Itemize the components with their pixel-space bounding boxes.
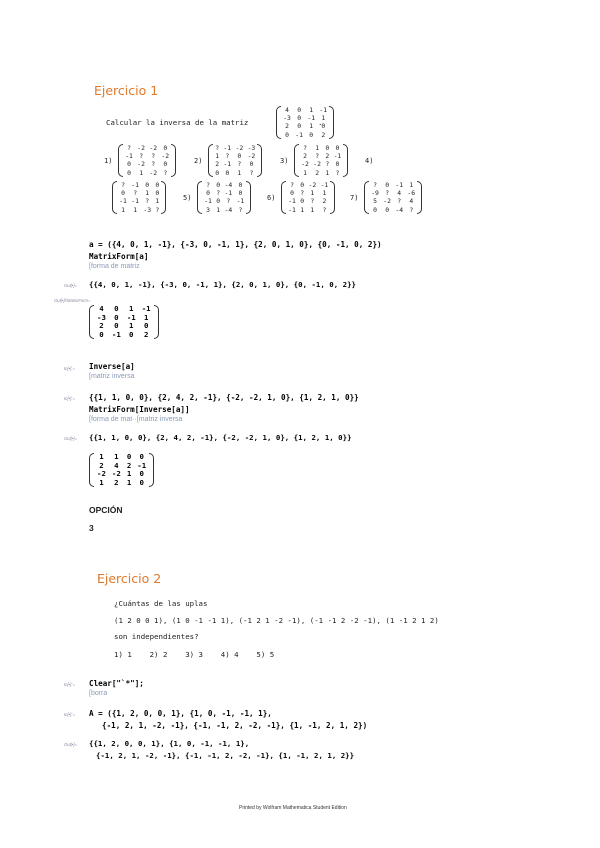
matrix-cell: ? (335, 168, 340, 177)
matrix-cell: 0 (139, 469, 144, 479)
matrix-cell: ? (385, 189, 390, 198)
matrix-cell: ? (303, 144, 307, 152)
matrix-cell: 1 (99, 452, 104, 461)
matrix-table (94, 453, 149, 487)
matrix-cell: ? (127, 144, 131, 152)
input-matrixform-inverse[interactable]: MatrixForm[Inverse[a]] (89, 405, 190, 414)
matrix-cell: 1 (114, 452, 119, 461)
matrix-cell: 0 (206, 189, 210, 198)
matrix-cell: -1 (395, 181, 404, 189)
matrix-cell: 1 (300, 205, 305, 214)
footer-print-note: Printed by Wolfram Mathematica Student Edition (239, 805, 347, 811)
matrix-cell: ? (249, 168, 254, 177)
matrix-cell: -1 (131, 197, 139, 206)
matrix-row (213, 152, 257, 160)
matrix-cell: 0 (335, 160, 340, 169)
matrix-cell: 1 (129, 321, 134, 331)
matrix-cell: 0 (127, 168, 131, 177)
matrix-cell: 1 (145, 189, 150, 198)
matrix-cell: ? (121, 181, 125, 189)
matrix-cell: -4 (395, 205, 404, 214)
option-3-label: 3) (280, 157, 289, 165)
matrix-cell: -1 (141, 304, 151, 313)
autocomplete-hint: [borra (89, 690, 108, 697)
ex2-question: ¿Cuántas de las uplas (114, 599, 208, 608)
matrix-cell: 0 (385, 181, 390, 189)
option-5-matrix (197, 181, 251, 214)
answer-value: 3 (89, 523, 94, 533)
matrix-cell: -2 (111, 469, 121, 479)
matrix-row (123, 169, 171, 177)
matrix-cell: 1 (143, 312, 149, 322)
option-5-label: 5) (183, 194, 192, 202)
input-define-a[interactable]: a = ({4, 0, 1, -1}, {-3, 0, -1, 1}, {2, 0, 1, 0}, {0, -1, 0, 2}) (89, 240, 382, 249)
matrix-cell: ? (315, 152, 320, 161)
output-inverse-matrix (89, 453, 154, 487)
input-inverse-result[interactable]: {{1, 1, 0, 0}, {2, 4, 2, -1}, {-2, -2, 1, 0}, {1, 2, 1, 0}} (89, 393, 359, 402)
input-inverse[interactable]: Inverse[a] (89, 362, 135, 371)
matrix-row (281, 106, 329, 114)
ex1-matrix (276, 106, 334, 139)
matrix-cell: 0 (155, 181, 160, 189)
matrix-cell: -2 (137, 160, 145, 169)
out-label: Out[•]= (64, 436, 77, 441)
output-matrix-a (89, 305, 159, 339)
matrix-row (117, 197, 161, 205)
matrix-cell: -1 (223, 144, 232, 152)
matrix-row (369, 189, 417, 197)
matrix-cell: 2 (126, 460, 132, 470)
matrix-cell: -1 (125, 152, 133, 161)
matrix-row (299, 144, 343, 152)
matrix-cell: -2 (149, 168, 158, 177)
matrix-cell: 2 (99, 460, 104, 470)
matrix-cell: 1 (237, 168, 242, 177)
in-label: In[•]:= (64, 682, 75, 687)
matrix-cell: 2 (114, 477, 119, 487)
matrix-cell: 0 (139, 477, 144, 487)
matrix-cell: 1 (155, 197, 160, 206)
matrix-cell: 1 (315, 144, 320, 152)
matrix-cell: ? (226, 197, 231, 206)
matrix-cell: 0 (114, 321, 119, 331)
matrix-cell: 1 (409, 181, 414, 189)
matrix-cell: ? (139, 152, 144, 161)
matrix-cell: 0 (163, 160, 168, 169)
matrix-cell: 1 (322, 189, 327, 198)
matrix-cell: -1 (295, 130, 303, 139)
matrix-row (281, 131, 329, 139)
matrix-row (286, 206, 330, 214)
matrix-table (202, 181, 246, 214)
matrix-cell: ? (237, 160, 242, 169)
matrix-cell: -2 (247, 152, 256, 161)
matrix-cell: ? (133, 189, 138, 198)
ex2-question-end: son independientes? (114, 632, 199, 641)
option-2-matrix (208, 144, 262, 177)
matrix-cell: 0 (216, 197, 221, 206)
matrix-cell: 1 (321, 114, 326, 123)
matrix-cell: -1 (333, 152, 342, 161)
matrix-cell: 2 (325, 152, 330, 161)
matrix-cell: ? (238, 205, 243, 214)
matrix-cell: -2 (313, 160, 321, 169)
matrix-cell: -1 (204, 197, 212, 206)
exercise-2-title: Ejercicio 2 (97, 571, 162, 586)
matrix-cell: 4 (114, 460, 119, 470)
matrix-cell: 0 (300, 181, 305, 189)
matrix-cell: 1 (133, 205, 138, 214)
option-6-matrix (281, 181, 335, 214)
matrix-cell: -3 (143, 205, 152, 214)
matrix-row (202, 206, 246, 214)
matrix-row (369, 206, 417, 214)
matrix-cell: 1 (325, 168, 330, 177)
matrix-cell: 0 (237, 152, 242, 161)
matrix-row (123, 160, 171, 168)
option-3-matrix (294, 144, 348, 177)
matrix-cell: 0 (99, 329, 104, 339)
matrix-row (117, 206, 161, 214)
matrix-row (286, 181, 330, 189)
option-1-label: 1) (104, 157, 113, 165)
matrix-cell: 1 (121, 205, 125, 214)
matrix-cell: ? (409, 205, 414, 214)
matrix-cell: -3 (247, 144, 256, 152)
matrix-cell: -2 (235, 144, 244, 152)
option-4-matrix (112, 181, 166, 214)
matrix-cell: 0 (216, 181, 221, 189)
matrix-row (94, 479, 149, 488)
option-1-matrix (118, 144, 176, 177)
output-list-a: {{4, 0, 1, -1}, {-3, 0, -1, 1}, {2, 0, 1, 0}, {0, -1, 0, 2}} (89, 280, 356, 289)
matrix-cell: 0 (297, 122, 302, 131)
matrix-cell: -4 (224, 205, 233, 214)
matrix-cell: -2 (301, 160, 309, 169)
matrix-row (213, 160, 257, 168)
matrix-cell: 0 (126, 452, 132, 461)
output-A-line1: {{1, 2, 0, 0, 1}, {1, 0, -1, -1, 1}, (89, 739, 250, 748)
matrix-table (286, 181, 330, 214)
matrix-cell: -1 (307, 114, 316, 123)
matrix-cell: 0 (114, 312, 119, 322)
matrix-cell: -1 (126, 312, 136, 322)
matrix-cell: 0 (143, 321, 149, 331)
in-label: In[•]:= (64, 366, 75, 371)
matrix-cell: 0 (285, 130, 289, 139)
matrix-row (369, 197, 417, 205)
matrix-cell: -1 (224, 189, 233, 198)
matrix-row (213, 169, 257, 177)
matrix-row (299, 152, 343, 160)
matrix-cell: -6 (407, 189, 416, 198)
matrix-cell: 0 (321, 122, 326, 131)
matrix-cell: ? (216, 189, 221, 198)
matrix-cell: ? (325, 160, 330, 169)
option-6-label: 6) (267, 194, 276, 202)
matrix-cell: 1 (310, 189, 315, 198)
matrix-cell: -2 (308, 181, 317, 189)
matrix-cell: -1 (236, 197, 245, 206)
matrix-cell: ? (310, 197, 315, 206)
matrix-cell: ? (397, 197, 402, 206)
matrix-cell: ? (373, 181, 377, 189)
matrix-cell: 0 (127, 160, 131, 169)
input-define-A-line1[interactable]: A = ({1, 2, 0, 0, 1}, {1, 0, -1, -1, 1}, (89, 709, 272, 718)
matrix-cell: 0 (225, 168, 230, 177)
matrix-cell: 0 (335, 144, 340, 152)
matrix-row (286, 197, 330, 205)
input-clear[interactable]: Clear["`*"]; (89, 679, 144, 688)
matrix-cell: 1 (126, 477, 132, 487)
matrix-cell: 0 (145, 181, 150, 189)
autocomplete-hint: [forma de matriz (89, 263, 140, 270)
matrix-table (94, 305, 154, 339)
matrix-cell: 2 (303, 152, 307, 161)
matrix-cell: 0 (325, 144, 330, 152)
ex1-prompt: Calcular la inversa de la matriz (106, 118, 249, 127)
matrix-row (94, 331, 154, 340)
answer-label: OPCIÓN (89, 505, 123, 515)
matrix-cell: 0 (238, 189, 243, 198)
matrix-cell: ? (290, 181, 294, 189)
matrix-cell: -2 (383, 197, 391, 206)
matrix-cell: 0 (155, 189, 160, 198)
matrix-cell: 2 (285, 122, 289, 131)
option-4-label: 4) (365, 157, 374, 165)
matrix-row (299, 160, 343, 168)
matrix-cell: 0 (300, 197, 305, 206)
matrix-cell: -3 (283, 114, 291, 123)
matrix-cell: ? (206, 181, 210, 189)
option-7-label: 7) (350, 194, 359, 202)
matrix-cell: -1 (131, 181, 139, 189)
matrix-cell: 5 (373, 197, 377, 206)
matrix-cell: ? (322, 205, 327, 214)
matrix-table (117, 181, 161, 214)
matrix-cell: 0 (373, 205, 377, 214)
matrix-cell: 0 (249, 160, 254, 169)
matrix-cell: 0 (297, 114, 302, 123)
matrix-cell: -1 (223, 160, 232, 169)
ex2-choices: 1) 1 2) 2 3) 3 4) 4 5) 5 (114, 650, 275, 659)
matrix-cell: ? (215, 144, 220, 152)
matrix-cell: 0 (290, 189, 294, 198)
matrix-row (299, 169, 343, 177)
autocomplete-hint: [forma de mat··[matriz inversa (89, 416, 183, 423)
matrix-cell: 4 (397, 189, 402, 198)
matrix-cell: 0 (129, 329, 134, 339)
matrix-cell: -2 (97, 469, 106, 479)
matrix-cell: -3 (97, 312, 106, 322)
matrix-cell: 0 (238, 181, 243, 189)
autocomplete-hint: [matriz inversa (89, 373, 135, 380)
matrix-cell: -4 (224, 181, 233, 189)
input-define-A-line2[interactable]: {-1, 2, 1, -2, -1}, {-1, -1, 2, -2, -1}, {1, -1, 2, 1, 2}) (102, 721, 368, 730)
matrix-row (286, 189, 330, 197)
matrix-cell: 0 (114, 304, 119, 313)
ex2-tuples: (1 2 0 0 1), (1 0 -1 -1 1), (-1 2 1 -2 -1), (-1 -1 2 -2 -1), (1 -1 2 1 2) (114, 616, 439, 625)
in-label: In[•]:= (64, 396, 75, 401)
matrix-row (117, 181, 161, 189)
matrix-row (202, 181, 246, 189)
matrix-cell: 0 (121, 189, 125, 198)
matrix-cell: 2 (215, 160, 220, 169)
matrix-cell: ? (225, 152, 230, 161)
matrix-cell: 1 (309, 106, 314, 114)
matrix-cell: -1 (288, 197, 296, 206)
matrix-cell: -1 (137, 460, 147, 470)
matrix-cell: ? (145, 197, 150, 206)
out-matrixform-label: Out[•]//MatrixForm= (54, 298, 91, 303)
matrix-cell: 0 (215, 168, 220, 177)
matrix-cell: 2 (99, 321, 104, 331)
matrix-cell: -1 (111, 329, 121, 339)
matrix-cell: 2 (322, 197, 327, 206)
matrix-cell: -9 (371, 189, 379, 198)
matrix-cell: 0 (309, 130, 314, 139)
matrix-cell: 2 (321, 130, 326, 139)
matrix-cell: ? (151, 160, 156, 169)
matrix-row (123, 144, 171, 152)
option-7-matrix (364, 181, 422, 214)
matrix-cell: 0 (385, 205, 390, 214)
output-A-line2: {-1, 2, 1, -2, -1}, {-1, -1, 2, -2, -1}, {1, -1, 2, 1, 2}} (96, 751, 355, 760)
out-label: Out[•]= (64, 742, 77, 747)
matrix-cell: 1 (129, 304, 134, 313)
matrix-cell: -1 (320, 181, 329, 189)
input-matrixform-a[interactable]: MatrixForm[a] (89, 252, 149, 261)
matrix-cell: -1 (119, 197, 127, 206)
matrix-cell: ? (300, 189, 305, 198)
matrix-cell: ? (163, 168, 168, 177)
option-2-label: 2) (194, 157, 203, 165)
matrix-cell: 1 (126, 469, 132, 479)
matrix-table (123, 144, 171, 177)
in-label: In[•]:= (64, 712, 75, 717)
matrix-cell: 0 (297, 106, 302, 114)
matrix-table (213, 144, 257, 177)
matrix-cell: -1 (288, 205, 296, 214)
matrix-cell: 4 (409, 197, 414, 206)
matrix-row (123, 152, 171, 160)
matrix-cell: 2 (315, 168, 320, 177)
matrix-row (213, 144, 257, 152)
matrix-cell: -2 (137, 144, 145, 152)
matrix-cell: 4 (285, 106, 289, 114)
matrix-cell: 4 (99, 304, 104, 313)
output-inverse-list: {{1, 1, 0, 0}, {2, 4, 2, -1}, {-2, -2, 1, 0}, {1, 2, 1, 0}} (89, 433, 352, 442)
exercise-1-title: Ejercicio 1 (94, 83, 159, 98)
matrix-cell: 1 (309, 122, 314, 131)
matrix-cell: 1 (215, 152, 220, 161)
matrix-row (117, 189, 161, 197)
matrix-table (299, 144, 343, 177)
ex1-prompt-end: . (318, 118, 323, 127)
matrix-cell: ? (155, 205, 160, 214)
matrix-table (369, 181, 417, 214)
matrix-cell: 1 (303, 168, 307, 177)
matrix-cell: 1 (139, 168, 144, 177)
matrix-cell: 0 (139, 452, 144, 461)
matrix-cell: 0 (163, 144, 168, 152)
matrix-cell: 1 (310, 205, 315, 214)
matrix-cell: 1 (99, 477, 104, 487)
matrix-row (202, 189, 246, 197)
matrix-cell: -2 (149, 144, 158, 152)
matrix-cell: 3 (206, 205, 210, 214)
matrix-cell: 2 (143, 329, 149, 339)
matrix-cell: ? (151, 152, 156, 161)
matrix-cell: -1 (319, 106, 328, 114)
matrix-row (369, 181, 417, 189)
matrix-cell: 1 (216, 205, 221, 214)
matrix-cell: -2 (161, 152, 170, 161)
out-label: Out[•]= (64, 283, 77, 288)
matrix-row (202, 197, 246, 205)
